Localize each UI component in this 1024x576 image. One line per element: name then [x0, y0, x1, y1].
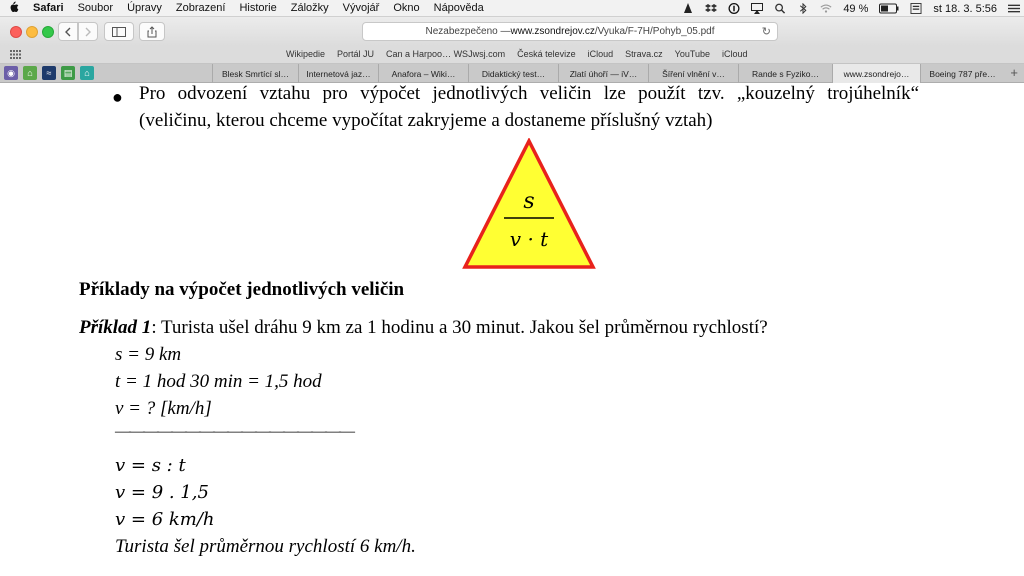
address-host: www.zsondrejov.cz: [510, 26, 595, 37]
bookmark-youtube[interactable]: YouTube: [674, 49, 711, 59]
menu-app-safari[interactable]: Safari: [33, 2, 64, 14]
dropbox-icon[interactable]: [705, 3, 717, 14]
bookmark-icloud[interactable]: iCloud: [587, 49, 614, 59]
example-1-text: : Turista ušel dráhu 9 km za 1 hodinu a 30 minut. Jakou šel průměrnou rychlostí?: [151, 317, 768, 338]
vlc-cone-icon[interactable]: [682, 3, 694, 14]
pinned-tabs: [4, 66, 94, 80]
bullet-text-line2: (veličinu, kterou chceme vypočítat zakryjeme a dostaneme příslušný vztah): [139, 110, 713, 131]
tab-bar: [0, 64, 1024, 83]
section-heading: Příklady na výpočet jednotlivých veličin: [79, 279, 405, 300]
answer-sentence: Turista šel průměrnou rychlostí 6 km/h.: [115, 536, 416, 557]
minimize-window-button[interactable]: [26, 26, 38, 38]
tab-boeing-787[interactable]: Boeing 787 pře…: [920, 64, 1004, 83]
new-tab-plus-icon[interactable]: +: [1010, 65, 1018, 80]
spotlight-search-icon[interactable]: [774, 3, 786, 14]
address-bar[interactable]: [362, 22, 778, 41]
address-path: /Vyuka/F-7H/Pohyb_05.pdf: [594, 26, 715, 37]
sidebar-icon: [112, 27, 126, 37]
menu-okno[interactable]: Okno: [393, 2, 420, 14]
browser-toolbar: [0, 17, 1024, 46]
close-window-button[interactable]: [10, 26, 22, 38]
address-insecure-label: Nezabezpečeno —: [425, 26, 511, 37]
bookmark-wikipedie[interactable]: Wikipedie: [286, 49, 326, 59]
bullet-icon: ●: [112, 87, 123, 107]
menu-upravy[interactable]: Úpravy: [127, 2, 162, 14]
pinned-tab-house-icon[interactable]: ⌂: [80, 66, 94, 80]
given-unknown-speed: v = ? [km/h]: [115, 398, 212, 419]
sidebar-button[interactable]: [104, 22, 134, 41]
menu-bar: [0, 0, 1024, 17]
menu-zobrazeni[interactable]: Zobrazení: [175, 2, 226, 14]
tab-internetova-jazykova[interactable]: Internetová jaz…: [298, 64, 378, 83]
tab-zsondrejov-active[interactable]: www.zsondrejo…: [832, 64, 920, 83]
magic-triangle-diagram: [462, 138, 596, 270]
pinned-tab-globe-icon[interactable]: ◉: [4, 66, 18, 80]
given-time: t = 1 hod 30 min = 1,5 hod: [115, 371, 322, 392]
pinned-tab-home-icon[interactable]: ⌂: [23, 66, 37, 80]
menu-soubor[interactable]: Soubor: [77, 2, 114, 14]
status-area: [682, 0, 1020, 17]
bookmark-icloud-2[interactable]: iCloud: [722, 49, 748, 59]
solution-result: v = 6 km/h: [115, 509, 215, 530]
menu-historie[interactable]: Historie: [239, 2, 277, 14]
bookmark-wsj[interactable]: Can a Harpoo… WSJwsj.com: [386, 49, 506, 59]
chevron-left-icon: [64, 27, 72, 37]
clock[interactable]: st 18. 3. 5:56: [933, 2, 997, 15]
tab-anafora[interactable]: Anafora – Wiki…: [378, 64, 468, 83]
notification-center-icon[interactable]: [1008, 3, 1020, 14]
airplay-icon[interactable]: [751, 3, 763, 14]
separator-line: —————————————————: [115, 423, 353, 440]
menu-vyvojar[interactable]: Vývojář: [342, 2, 380, 14]
battery-icon[interactable]: [879, 3, 899, 14]
triangle-label-s: s: [523, 189, 535, 214]
tab-sireni-vlneni[interactable]: Šíření vlnění v…: [648, 64, 738, 83]
triangle-label-v-t: v · t: [509, 227, 549, 251]
bookmark-strava[interactable]: Strava.cz: [625, 49, 663, 59]
info-icon[interactable]: [728, 3, 740, 14]
top-sites-grid-icon[interactable]: [10, 50, 21, 62]
forward-button[interactable]: [78, 22, 98, 41]
zoom-window-button[interactable]: [42, 26, 54, 38]
share-icon: [147, 26, 157, 38]
tab-rande-s-fyzikou[interactable]: Rande s Fyziko…: [738, 64, 832, 83]
pdf-document: [0, 83, 1024, 576]
example-1-statement: [79, 317, 768, 339]
reload-icon[interactable]: ↻: [761, 26, 771, 38]
bullet-text-line1: Pro odvození vztahu pro výpočet jednotlivých veličin lze použít tzv. „kouzelný trojúhelník“: [139, 83, 919, 104]
tab-didakticky-test[interactable]: Didaktický test…: [468, 64, 558, 83]
bookmark-portal-ju[interactable]: Portál JU: [337, 49, 375, 59]
battery-percentage: 49 %: [843, 2, 869, 15]
back-button[interactable]: [58, 22, 78, 41]
bluetooth-icon[interactable]: [797, 3, 809, 14]
example-1-label: Příklad 1: [79, 317, 152, 338]
bookmarks-bar: [0, 46, 1024, 64]
wifi-icon[interactable]: [820, 3, 832, 14]
tab-zlati-uhori[interactable]: Zlatí úhoří — iV…: [558, 64, 648, 83]
share-button[interactable]: [139, 22, 165, 41]
apple-menu-icon[interactable]: [0, 1, 26, 16]
chevron-right-icon: [84, 27, 92, 37]
pinned-tab-document-icon[interactable]: ▤: [61, 66, 75, 80]
menu-zalozky[interactable]: Záložky: [290, 2, 329, 14]
tab-blesk[interactable]: Blesk Smrtící sl…: [212, 64, 298, 83]
solution-formula: v = s : t: [115, 455, 186, 476]
input-menu-icon[interactable]: [910, 3, 922, 14]
solution-substitution: v = 9 . 1,5: [115, 482, 209, 503]
bookmark-ceska-televize[interactable]: Česká televize: [517, 49, 576, 59]
menu-napoveda[interactable]: Nápověda: [433, 2, 484, 14]
given-distance: s = 9 km: [115, 344, 182, 365]
pinned-tab-wave-icon[interactable]: ≈: [42, 66, 56, 80]
